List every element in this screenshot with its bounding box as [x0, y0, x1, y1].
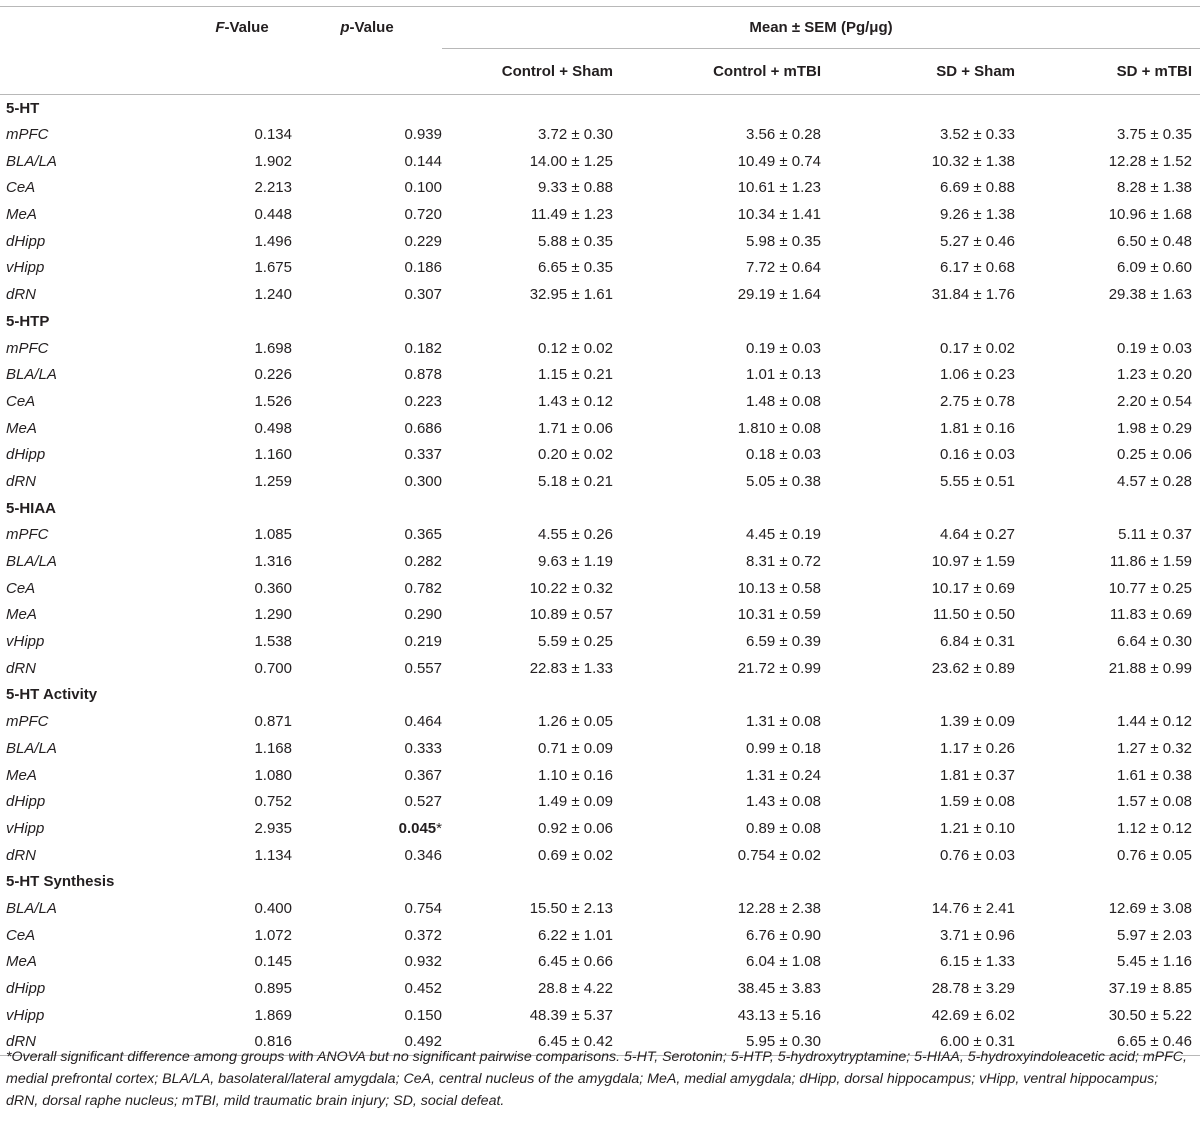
- f-value-cell: 1.316: [254, 553, 292, 571]
- p-value-cell: 0.878: [404, 366, 442, 384]
- mean-sem-cell: 5.97 ± 2.03: [1117, 926, 1192, 944]
- table-row: [0, 361, 1200, 388]
- f-value-cell: 1.259: [254, 472, 292, 490]
- f-value-cell: 2.213: [254, 179, 292, 197]
- p-value-cell: 0.686: [404, 419, 442, 437]
- f-value-cell: 0.400: [254, 899, 292, 917]
- p-value-cell: 0.282: [404, 553, 442, 571]
- mean-sem-header: Mean ± SEM (Pg/μg): [442, 7, 1200, 49]
- region-label: CeA: [6, 926, 36, 944]
- p-value-cell: 0.346: [404, 846, 442, 864]
- region-label: dHipp: [6, 232, 46, 250]
- f-value-cell: 0.895: [254, 980, 292, 998]
- mean-sem-cell: 1.81 ± 0.16: [940, 419, 1015, 437]
- table-row: [0, 228, 1200, 255]
- table-row: [0, 788, 1200, 815]
- table-row: [0, 949, 1200, 976]
- mean-sem-cell: 2.20 ± 0.54: [1117, 392, 1192, 410]
- mean-sem-cell: 3.52 ± 0.33: [940, 126, 1015, 144]
- region-label: vHipp: [6, 259, 45, 277]
- mean-sem-cell: 1.10 ± 0.16: [538, 766, 613, 784]
- mean-sem-cell: 38.45 ± 3.83: [737, 980, 821, 998]
- mean-sem-cell: 3.72 ± 0.30: [538, 126, 613, 144]
- mean-sem-cell: 6.65 ± 0.35: [538, 259, 613, 277]
- mean-sem-cell: 3.75 ± 0.35: [1117, 126, 1192, 144]
- mean-sem-cell: 1.06 ± 0.23: [940, 366, 1015, 384]
- mean-sem-cell: 1.44 ± 0.12: [1117, 713, 1192, 731]
- p-value-cell: 0.144: [404, 152, 442, 170]
- mean-sem-cell: 1.59 ± 0.08: [940, 793, 1015, 811]
- p-value-cell: 0.337: [404, 446, 442, 464]
- mean-sem-cell: 1.43 ± 0.08: [746, 793, 821, 811]
- mean-sem-cell: 6.59 ± 0.39: [746, 633, 821, 651]
- mean-sem-cell: 6.09 ± 0.60: [1117, 259, 1192, 277]
- p-value-cell: 0.219: [404, 633, 442, 651]
- mean-sem-cell: 1.31 ± 0.24: [746, 766, 821, 784]
- region-label: CeA: [6, 579, 36, 597]
- mean-sem-cell: 0.19 ± 0.03: [1117, 339, 1192, 357]
- mean-sem-cell: 6.17 ± 0.68: [940, 259, 1015, 277]
- region-label: BLA/LA: [6, 152, 57, 170]
- mean-sem-cell: 31.84 ± 1.76: [931, 286, 1015, 304]
- mean-sem-cell: 6.15 ± 1.33: [940, 953, 1015, 971]
- region-label: BLA/LA: [6, 553, 57, 571]
- group-header: Control + mTBI: [613, 49, 821, 95]
- f-value-cell: 1.698: [254, 339, 292, 357]
- mean-sem-cell: 9.63 ± 1.19: [538, 553, 613, 571]
- mean-sem-cell: 6.45 ± 0.42: [442, 1029, 613, 1056]
- mean-sem-cell: 1.49 ± 0.09: [538, 793, 613, 811]
- mean-sem-cell: 14.76 ± 2.41: [931, 899, 1015, 917]
- mean-sem-cell: 5.98 ± 0.35: [746, 232, 821, 250]
- table-row: [0, 522, 1200, 549]
- mean-sem-cell: 6.65 ± 0.46: [1015, 1029, 1200, 1056]
- p-value-cell: 0.307: [404, 286, 442, 304]
- mean-sem-cell: 21.72 ± 0.99: [737, 659, 821, 677]
- mean-sem-cell: 5.05 ± 0.38: [746, 472, 821, 490]
- mean-sem-cell: 5.45 ± 1.16: [1117, 953, 1192, 971]
- region-label: dHipp: [6, 980, 46, 998]
- p-value-cell: 0.182: [404, 339, 442, 357]
- header-row-2: [0, 49, 1200, 95]
- section-row: [0, 308, 1200, 335]
- f-value-cell: 1.526: [254, 392, 292, 410]
- p-value-cell: 0.186: [404, 259, 442, 277]
- region-label: mPFC: [6, 126, 49, 144]
- region-label: BLA/LA: [6, 739, 57, 757]
- mean-sem-cell: 6.69 ± 0.88: [940, 179, 1015, 197]
- mean-sem-cell: 0.16 ± 0.03: [940, 446, 1015, 464]
- mean-sem-cell: 29.19 ± 1.64: [737, 286, 821, 304]
- f-value-cell: 0.448: [254, 206, 292, 224]
- p-value-cell: [292, 815, 442, 842]
- mean-sem-cell: 0.92 ± 0.06: [538, 819, 613, 837]
- mean-sem-cell: 1.21 ± 0.10: [940, 819, 1015, 837]
- mean-sem-cell: 3.71 ± 0.96: [940, 926, 1015, 944]
- region-label: dHipp: [6, 793, 46, 811]
- region-label: MeA: [6, 419, 37, 437]
- p-value-cell: 0.367: [404, 766, 442, 784]
- mean-sem-cell: 11.83 ± 0.69: [1109, 606, 1192, 624]
- region-label: CeA: [6, 392, 36, 410]
- f-value-cell: 0.752: [254, 793, 292, 811]
- f-value-cell: 0.871: [254, 713, 292, 731]
- p-value-cell: 0.939: [404, 126, 442, 144]
- mean-sem-cell: 6.00 ± 0.31: [821, 1029, 1015, 1056]
- mean-sem-cell: 28.78 ± 3.29: [931, 980, 1015, 998]
- mean-sem-cell: 6.50 ± 0.48: [1117, 232, 1192, 250]
- mean-sem-cell: 6.22 ± 1.01: [538, 926, 613, 944]
- mean-sem-cell: 5.88 ± 0.35: [538, 232, 613, 250]
- table-row: [0, 602, 1200, 629]
- mean-sem-cell: 6.64 ± 0.30: [1117, 633, 1192, 651]
- table-row: [0, 655, 1200, 682]
- mean-sem-cell: 43.13 ± 5.16: [737, 1006, 821, 1024]
- f-value-cell: 1.160: [254, 446, 292, 464]
- f-value-cell: 0.145: [254, 953, 292, 971]
- table-row: [0, 121, 1200, 148]
- f-value-cell: 1.072: [254, 926, 292, 944]
- table-row: [0, 281, 1200, 308]
- mean-sem-cell: 1.23 ± 0.20: [1117, 366, 1192, 384]
- mean-sem-cell: 48.39 ± 5.37: [529, 1006, 613, 1024]
- mean-sem-cell: 0.89 ± 0.08: [746, 819, 821, 837]
- mean-sem-cell: 30.50 ± 5.22: [1108, 1006, 1192, 1024]
- mean-sem-cell: 12.28 ± 1.52: [1108, 152, 1192, 170]
- f-value-cell: 1.240: [254, 286, 292, 304]
- f-value-cell: 1.085: [254, 526, 292, 544]
- mean-sem-cell: 1.43 ± 0.12: [538, 392, 613, 410]
- mean-sem-cell: 10.97 ± 1.59: [931, 553, 1015, 571]
- section-title: 5-HT Synthesis: [6, 873, 115, 891]
- f-value-cell: 1.675: [254, 259, 292, 277]
- group-header: SD + mTBI: [1015, 49, 1200, 95]
- table-row: [0, 575, 1200, 602]
- region-label: MeA: [6, 953, 37, 971]
- f-value-cell: 1.902: [254, 152, 292, 170]
- mean-sem-cell: 6.84 ± 0.31: [940, 633, 1015, 651]
- table-row: [0, 335, 1200, 362]
- table-row: [0, 548, 1200, 575]
- mean-sem-cell: 8.28 ± 1.38: [1117, 179, 1192, 197]
- mean-sem-cell: 4.57 ± 0.28: [1117, 472, 1192, 490]
- p-value-cell: 0.527: [404, 793, 442, 811]
- section-row: [0, 95, 1200, 122]
- table-row: [0, 441, 1200, 468]
- region-label: dRN: [6, 286, 37, 304]
- mean-sem-cell: 0.20 ± 0.02: [538, 446, 613, 464]
- group-header: SD + Sham: [821, 49, 1015, 95]
- mean-sem-cell: 3.56 ± 0.28: [746, 126, 821, 144]
- f-value-cell: 1.869: [254, 1006, 292, 1024]
- mean-sem-cell: 10.77 ± 0.25: [1108, 579, 1192, 597]
- mean-sem-cell: 8.31 ± 0.72: [746, 553, 821, 571]
- mean-sem-cell: 0.25 ± 0.06: [1117, 446, 1192, 464]
- region-label: MeA: [6, 206, 37, 224]
- region-label: mPFC: [6, 713, 49, 731]
- p-value-cell: 0.492: [292, 1029, 442, 1056]
- f-value-cell: 1.168: [254, 739, 292, 757]
- table-row: [0, 975, 1200, 1002]
- mean-sem-cell: 1.71 ± 0.06: [538, 419, 613, 437]
- region-label: dRN: [6, 659, 37, 677]
- mean-sem-cell: 10.17 ± 0.69: [931, 579, 1015, 597]
- table-row: [0, 468, 1200, 495]
- section-row: [0, 682, 1200, 709]
- significance-mark: *: [436, 819, 442, 837]
- mean-sem-cell: 4.45 ± 0.19: [746, 526, 821, 544]
- mean-sem-cell: 1.81 ± 0.37: [940, 766, 1015, 784]
- f-value-cell: 2.935: [254, 819, 292, 837]
- table-row: [0, 815, 1200, 842]
- p-value-cell: 0.223: [404, 392, 442, 410]
- f-value-cell: 0.498: [254, 419, 292, 437]
- mean-sem-cell: 1.27 ± 0.32: [1117, 739, 1192, 757]
- mean-sem-cell: 11.86 ± 1.59: [1109, 553, 1192, 571]
- mean-sem-cell: 1.98 ± 0.29: [1117, 419, 1192, 437]
- mean-sem-cell: 0.69 ± 0.02: [538, 846, 613, 864]
- p-value-cell: 0.229: [404, 232, 442, 250]
- mean-sem-cell: 0.12 ± 0.02: [538, 339, 613, 357]
- mean-sem-cell: 5.11 ± 0.37: [1118, 526, 1192, 544]
- mean-sem-cell: 9.33 ± 0.88: [538, 179, 613, 197]
- mean-sem-cell: 6.45 ± 0.66: [538, 953, 613, 971]
- table-row: [0, 201, 1200, 228]
- mean-sem-cell: 1.01 ± 0.13: [746, 366, 821, 384]
- mean-sem-cell: 4.55 ± 0.26: [538, 526, 613, 544]
- region-label: BLA/LA: [6, 366, 57, 384]
- table-row: [0, 255, 1200, 282]
- mean-sem-cell: 10.34 ± 1.41: [737, 206, 821, 224]
- section-title: 5-HIAA: [6, 499, 57, 517]
- mean-sem-cell: 1.810 ± 0.08: [737, 419, 821, 437]
- f-value-cell: 0.134: [254, 126, 292, 144]
- mean-sem-cell: 6.76 ± 0.90: [746, 926, 821, 944]
- p-value-cell: 0.333: [404, 739, 442, 757]
- mean-sem-cell: 42.69 ± 6.02: [931, 1006, 1015, 1024]
- mean-sem-cell: 0.17 ± 0.02: [940, 339, 1015, 357]
- region-label: dRN: [6, 846, 37, 864]
- mean-sem-cell: 1.17 ± 0.26: [940, 739, 1015, 757]
- p-value-cell: 0.782: [404, 579, 442, 597]
- mean-sem-cell: 5.95 ± 0.30: [613, 1029, 821, 1056]
- mean-sem-cell: 12.69 ± 3.08: [1108, 899, 1192, 917]
- p-value-cell: 0.720: [404, 206, 442, 224]
- p-value-cell: 0.300: [404, 472, 442, 490]
- mean-sem-cell: 1.12 ± 0.12: [1117, 819, 1192, 837]
- p-value-cell: 0.372: [404, 926, 442, 944]
- mean-sem-cell: 0.18 ± 0.03: [746, 446, 821, 464]
- mean-sem-cell: 4.64 ± 0.27: [940, 526, 1015, 544]
- mean-sem-cell: 0.99 ± 0.18: [746, 739, 821, 757]
- f-value-cell: 1.538: [254, 633, 292, 651]
- f-value-cell: 0.700: [254, 659, 292, 677]
- p-value-cell: 0.452: [404, 980, 442, 998]
- table-row: [0, 1002, 1200, 1029]
- mean-sem-cell: 10.32 ± 1.38: [931, 152, 1015, 170]
- mean-sem-cell: 1.31 ± 0.08: [746, 713, 821, 731]
- mean-sem-cell: 0.19 ± 0.03: [746, 339, 821, 357]
- region-label: mPFC: [6, 339, 49, 357]
- p-value-cell: 0.150: [404, 1006, 442, 1024]
- f-value-cell: 0.816: [192, 1029, 292, 1056]
- table-row: [0, 175, 1200, 202]
- mean-sem-cell: 1.61 ± 0.38: [1117, 766, 1192, 784]
- mean-sem-cell: 9.26 ± 1.38: [940, 206, 1015, 224]
- section-row: [0, 868, 1200, 895]
- mean-sem-cell: 37.19 ± 8.85: [1108, 980, 1192, 998]
- table-row: [0, 895, 1200, 922]
- mean-sem-cell: 5.59 ± 0.25: [538, 633, 613, 651]
- p-value-cell: 0.365: [404, 526, 442, 544]
- table-row: [0, 628, 1200, 655]
- p-value-cell: 0.754: [404, 899, 442, 917]
- mean-sem-cell: 1.48 ± 0.08: [746, 392, 821, 410]
- mean-sem-cell: 12.28 ± 2.38: [737, 899, 821, 917]
- header-blank: [0, 7, 192, 49]
- p-value-cell: 0.932: [404, 953, 442, 971]
- mean-sem-cell: 11.50 ± 0.50: [932, 606, 1015, 624]
- f-value-cell: 1.290: [254, 606, 292, 624]
- section-title: 5-HT: [6, 99, 40, 117]
- region-label: vHipp: [6, 633, 45, 651]
- mean-sem-cell: 0.76 ± 0.05: [1117, 846, 1192, 864]
- table-row: [0, 388, 1200, 415]
- region-label: BLA/LA: [6, 899, 57, 917]
- mean-sem-cell: 10.31 ± 0.59: [737, 606, 821, 624]
- p-value-cell: 0.464: [404, 713, 442, 731]
- mean-sem-cell: 22.83 ± 1.33: [529, 659, 613, 677]
- table-row: [0, 762, 1200, 789]
- mean-sem-cell: 23.62 ± 0.89: [931, 659, 1015, 677]
- mean-sem-cell: 1.39 ± 0.09: [940, 713, 1015, 731]
- table-body: [0, 95, 1200, 1056]
- p-value-cell: 0.557: [404, 659, 442, 677]
- f-value-cell: 0.360: [254, 579, 292, 597]
- mean-sem-cell: 10.89 ± 0.57: [529, 606, 613, 624]
- mean-sem-cell: 10.22 ± 0.32: [529, 579, 613, 597]
- f-value-cell: 1.080: [254, 766, 292, 784]
- f-value-cell: 1.134: [254, 846, 292, 864]
- mean-sem-cell: 1.57 ± 0.08: [1117, 793, 1192, 811]
- mean-sem-cell: 29.38 ± 1.63: [1108, 286, 1192, 304]
- mean-sem-cell: 15.50 ± 2.13: [529, 899, 613, 917]
- group-header: Control + Sham: [442, 49, 613, 95]
- table-row: [0, 922, 1200, 949]
- mean-sem-cell: 1.15 ± 0.21: [538, 366, 613, 384]
- region-label: MeA: [6, 606, 37, 624]
- mean-sem-cell: 14.00 ± 1.25: [529, 152, 613, 170]
- mean-sem-cell: 5.55 ± 0.51: [940, 472, 1015, 490]
- mean-sem-cell: 10.49 ± 0.74: [737, 152, 821, 170]
- mean-sem-cell: 7.72 ± 0.64: [746, 259, 821, 277]
- mean-sem-cell: 0.76 ± 0.03: [940, 846, 1015, 864]
- mean-sem-cell: 11.49 ± 1.23: [530, 206, 613, 224]
- section-title: 5-HT Activity: [6, 686, 98, 704]
- table-row: [0, 708, 1200, 735]
- header-row-1: [0, 7, 1200, 49]
- section-row: [0, 495, 1200, 522]
- region-label: MeA: [6, 766, 37, 784]
- mean-sem-cell: 10.13 ± 0.58: [737, 579, 821, 597]
- mean-sem-cell: 21.88 ± 0.99: [1108, 659, 1192, 677]
- table-row: [0, 735, 1200, 762]
- region-label: vHipp: [6, 819, 45, 837]
- f-value-cell: 1.496: [254, 232, 292, 250]
- region-label: dHipp: [6, 446, 46, 464]
- f-value-cell: 0.226: [254, 366, 292, 384]
- section-title: 5-HTP: [6, 312, 50, 330]
- region-label: mPFC: [6, 526, 49, 544]
- p-value-cell: 0.100: [404, 179, 442, 197]
- p-value-header: p-Value: [292, 7, 442, 49]
- mean-sem-cell: 32.95 ± 1.61: [529, 286, 613, 304]
- table-row: [0, 148, 1200, 175]
- mean-sem-cell: 10.61 ± 1.23: [737, 179, 821, 197]
- region-label: dRN: [0, 1029, 192, 1056]
- mean-sem-cell: 2.75 ± 0.78: [940, 392, 1015, 410]
- region-label: CeA: [6, 179, 36, 197]
- p-value-cell: 0.290: [404, 606, 442, 624]
- region-label: vHipp: [6, 1006, 45, 1024]
- mean-sem-cell: 6.04 ± 1.08: [746, 953, 821, 971]
- table-footnote: *Overall significant difference among groups with ANOVA but no significant pairwise comparisons. 5-HT, Serotonin; 5-HTP, 5-hydroxytryptamine; 5-HIAA, 5-hydroxyindoleacetic acid; mPFC, medial prefrontal cortex; BLA/LA, basolateral/lateral amygdala; CeA, central nucleus of the amygdala; MeA, medial amygdala; dHipp, dorsal hippocampus; vHipp, ventral hippocampus; dRN, dorsal raphe nucleus; mTBI, mild traumatic brain injury; SD, social defeat.: [6, 1049, 1187, 1109]
- mean-sem-cell: 0.71 ± 0.09: [538, 739, 613, 757]
- significant-p-value: 0.045: [398, 819, 437, 837]
- region-label: dRN: [6, 472, 37, 490]
- table-row: [0, 415, 1200, 442]
- mean-sem-cell: 10.96 ± 1.68: [1108, 206, 1192, 224]
- data-table: [0, 6, 1200, 1056]
- mean-sem-cell: 0.754 ± 0.02: [737, 846, 821, 864]
- mean-sem-cell: 5.18 ± 0.21: [538, 472, 613, 490]
- mean-sem-cell: 1.26 ± 0.05: [538, 713, 613, 731]
- f-value-header: F-Value: [192, 7, 292, 49]
- table-row: [0, 842, 1200, 869]
- mean-sem-cell: 5.27 ± 0.46: [940, 232, 1015, 250]
- mean-sem-cell: 28.8 ± 4.22: [538, 980, 613, 998]
